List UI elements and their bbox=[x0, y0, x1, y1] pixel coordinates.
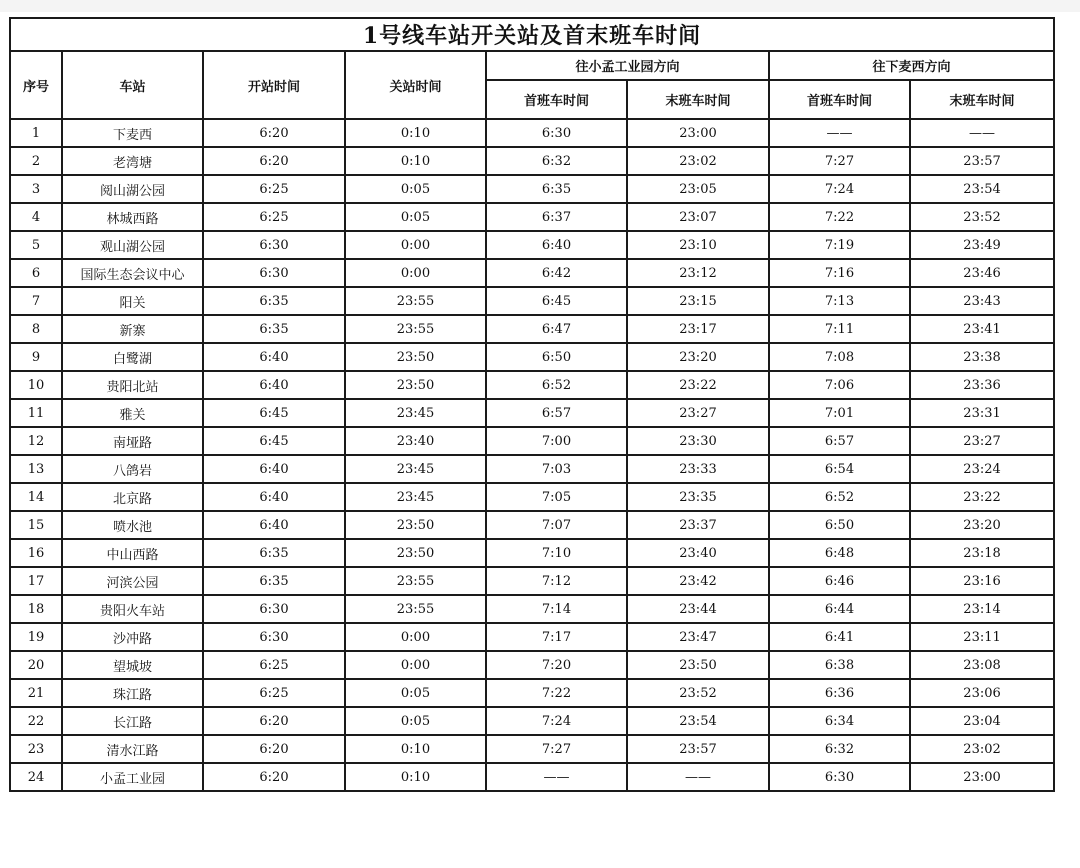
table-row bbox=[10, 343, 1054, 371]
dir2-first-train: 6:32 bbox=[769, 735, 910, 763]
dir2-first-train: 6:48 bbox=[769, 539, 910, 567]
dir1-first-train: 7:22 bbox=[486, 679, 627, 707]
close-time: 0:10 bbox=[345, 763, 486, 791]
dir2-first-train: 6:36 bbox=[769, 679, 910, 707]
dir1-last-train: 23:33 bbox=[627, 455, 769, 483]
dir2-first-train: 6:57 bbox=[769, 427, 910, 455]
seq-cell: 15 bbox=[10, 511, 62, 539]
dir2-last-train: 23:49 bbox=[910, 231, 1054, 259]
table-row bbox=[10, 175, 1054, 203]
page-title: 1号线车站开关站及首末班车时间 bbox=[10, 18, 1054, 51]
station-name: 林城西路 bbox=[62, 203, 203, 231]
dir1-last-train: 23:35 bbox=[627, 483, 769, 511]
open-time: 6:25 bbox=[203, 679, 345, 707]
header-seq: 序号 bbox=[10, 51, 62, 119]
station-name: 望城坡 bbox=[62, 651, 203, 679]
table-row bbox=[10, 595, 1054, 623]
table-row bbox=[10, 707, 1054, 735]
table-row bbox=[10, 511, 1054, 539]
open-time: 6:40 bbox=[203, 511, 345, 539]
dir2-first-train: 6:54 bbox=[769, 455, 910, 483]
open-time: 6:25 bbox=[203, 175, 345, 203]
table-row bbox=[10, 763, 1054, 791]
seq-cell: 20 bbox=[10, 651, 62, 679]
dir1-first-train: 6:47 bbox=[486, 315, 627, 343]
dir2-first-train: 7:06 bbox=[769, 371, 910, 399]
dir2-first-train: 7:27 bbox=[769, 147, 910, 175]
seq-cell: 18 bbox=[10, 595, 62, 623]
dir2-first-train: 7:11 bbox=[769, 315, 910, 343]
open-time: 6:25 bbox=[203, 203, 345, 231]
table-row bbox=[10, 203, 1054, 231]
seq-cell: 7 bbox=[10, 287, 62, 315]
dir1-first-train: 7:27 bbox=[486, 735, 627, 763]
dir2-last-train: —— bbox=[910, 119, 1054, 147]
dir1-first-train: 7:03 bbox=[486, 455, 627, 483]
dir2-last-train: 23:02 bbox=[910, 735, 1054, 763]
seq-cell: 4 bbox=[10, 203, 62, 231]
station-name: 小孟工业园 bbox=[62, 763, 203, 791]
close-time: 0:05 bbox=[345, 203, 486, 231]
close-time: 0:00 bbox=[345, 623, 486, 651]
table-row bbox=[10, 399, 1054, 427]
dir2-last-train: 23:54 bbox=[910, 175, 1054, 203]
dir1-first-train: 6:30 bbox=[486, 119, 627, 147]
dir1-last-train: 23:12 bbox=[627, 259, 769, 287]
dir1-first-train: 7:12 bbox=[486, 567, 627, 595]
seq-cell: 14 bbox=[10, 483, 62, 511]
open-time: 6:30 bbox=[203, 623, 345, 651]
close-time: 23:45 bbox=[345, 399, 486, 427]
dir1-first-train: 7:24 bbox=[486, 707, 627, 735]
close-time: 0:00 bbox=[345, 231, 486, 259]
seq-cell: 10 bbox=[10, 371, 62, 399]
open-time: 6:20 bbox=[203, 119, 345, 147]
dir1-last-train: 23:15 bbox=[627, 287, 769, 315]
dir2-first-train: 6:38 bbox=[769, 651, 910, 679]
station-name: 沙冲路 bbox=[62, 623, 203, 651]
open-time: 6:20 bbox=[203, 735, 345, 763]
close-time: 23:45 bbox=[345, 455, 486, 483]
open-time: 6:25 bbox=[203, 651, 345, 679]
station-name: 观山湖公园 bbox=[62, 231, 203, 259]
seq-cell: 3 bbox=[10, 175, 62, 203]
table-row bbox=[10, 679, 1054, 707]
open-time: 6:20 bbox=[203, 763, 345, 791]
table-row bbox=[10, 259, 1054, 287]
header-open-time: 开站时间 bbox=[203, 51, 345, 119]
station-name: 新寨 bbox=[62, 315, 203, 343]
seq-cell: 2 bbox=[10, 147, 62, 175]
station-name: 八鸽岩 bbox=[62, 455, 203, 483]
dir2-first-train: 6:46 bbox=[769, 567, 910, 595]
station-name: 中山西路 bbox=[62, 539, 203, 567]
dir2-last-train: 23:04 bbox=[910, 707, 1054, 735]
dir1-first-train: 6:40 bbox=[486, 231, 627, 259]
table-row bbox=[10, 567, 1054, 595]
open-time: 6:20 bbox=[203, 707, 345, 735]
dir2-last-train: 23:22 bbox=[910, 483, 1054, 511]
station-name: 雅关 bbox=[62, 399, 203, 427]
dir2-last-train: 23:16 bbox=[910, 567, 1054, 595]
open-time: 6:35 bbox=[203, 287, 345, 315]
dir2-last-train: 23:18 bbox=[910, 539, 1054, 567]
dir1-last-train: 23:22 bbox=[627, 371, 769, 399]
dir1-first-train: 6:52 bbox=[486, 371, 627, 399]
close-time: 23:45 bbox=[345, 483, 486, 511]
station-name: 喷水池 bbox=[62, 511, 203, 539]
dir2-last-train: 23:57 bbox=[910, 147, 1054, 175]
open-time: 6:35 bbox=[203, 567, 345, 595]
station-name: 阅山湖公园 bbox=[62, 175, 203, 203]
station-name: 清水江路 bbox=[62, 735, 203, 763]
dir1-first-train: 6:37 bbox=[486, 203, 627, 231]
dir2-last-train: 23:20 bbox=[910, 511, 1054, 539]
dir1-first-train: 6:50 bbox=[486, 343, 627, 371]
close-time: 0:10 bbox=[345, 147, 486, 175]
seq-cell: 9 bbox=[10, 343, 62, 371]
dir1-first-train: 6:42 bbox=[486, 259, 627, 287]
open-time: 6:40 bbox=[203, 483, 345, 511]
station-name: 下麦西 bbox=[62, 119, 203, 147]
dir1-first-train: 7:05 bbox=[486, 483, 627, 511]
table-row bbox=[10, 539, 1054, 567]
dir2-first-train: 6:34 bbox=[769, 707, 910, 735]
open-time: 6:45 bbox=[203, 399, 345, 427]
dir1-last-train: 23:57 bbox=[627, 735, 769, 763]
dir2-last-train: 23:27 bbox=[910, 427, 1054, 455]
dir2-last-train: 23:06 bbox=[910, 679, 1054, 707]
dir1-first-train: 7:20 bbox=[486, 651, 627, 679]
open-time: 6:35 bbox=[203, 315, 345, 343]
dir2-first-train: 7:16 bbox=[769, 259, 910, 287]
dir1-last-train: 23:52 bbox=[627, 679, 769, 707]
dir2-last-train: 23:31 bbox=[910, 399, 1054, 427]
header-dir2-first-train: 首班车时间 bbox=[769, 80, 910, 119]
dir1-last-train: 23:50 bbox=[627, 651, 769, 679]
seq-cell: 23 bbox=[10, 735, 62, 763]
seq-cell: 24 bbox=[10, 763, 62, 791]
open-time: 6:40 bbox=[203, 371, 345, 399]
seq-cell: 6 bbox=[10, 259, 62, 287]
station-name: 贵阳火车站 bbox=[62, 595, 203, 623]
dir1-first-train: 6:35 bbox=[486, 175, 627, 203]
dir1-last-train: 23:20 bbox=[627, 343, 769, 371]
dir1-last-train: 23:47 bbox=[627, 623, 769, 651]
dir2-first-train: 7:01 bbox=[769, 399, 910, 427]
station-name: 白鹭湖 bbox=[62, 343, 203, 371]
dir1-last-train: 23:40 bbox=[627, 539, 769, 567]
dir1-last-train: 23:07 bbox=[627, 203, 769, 231]
dir1-first-train: 7:14 bbox=[486, 595, 627, 623]
close-time: 0:00 bbox=[345, 651, 486, 679]
close-time: 0:05 bbox=[345, 707, 486, 735]
dir2-first-train: 6:41 bbox=[769, 623, 910, 651]
open-time: 6:20 bbox=[203, 147, 345, 175]
dir2-last-train: 23:41 bbox=[910, 315, 1054, 343]
open-time: 6:35 bbox=[203, 539, 345, 567]
timetable-body bbox=[10, 119, 1054, 791]
station-name: 北京路 bbox=[62, 483, 203, 511]
dir2-first-train: 6:30 bbox=[769, 763, 910, 791]
dir2-last-train: 23:38 bbox=[910, 343, 1054, 371]
dir1-first-train: —— bbox=[486, 763, 627, 791]
station-name: 长江路 bbox=[62, 707, 203, 735]
seq-cell: 5 bbox=[10, 231, 62, 259]
table-row bbox=[10, 483, 1054, 511]
dir1-last-train: 23:30 bbox=[627, 427, 769, 455]
dir1-first-train: 6:32 bbox=[486, 147, 627, 175]
close-time: 23:50 bbox=[345, 539, 486, 567]
header-dir1-last-train: 末班车时间 bbox=[627, 80, 769, 119]
dir1-last-train: 23:05 bbox=[627, 175, 769, 203]
open-time: 6:40 bbox=[203, 455, 345, 483]
dir2-first-train: 7:22 bbox=[769, 203, 910, 231]
dir2-first-train: 6:44 bbox=[769, 595, 910, 623]
timetable bbox=[9, 17, 1055, 792]
dir2-last-train: 23:36 bbox=[910, 371, 1054, 399]
open-time: 6:30 bbox=[203, 231, 345, 259]
dir2-first-train: 7:08 bbox=[769, 343, 910, 371]
station-name: 南垭路 bbox=[62, 427, 203, 455]
dir2-first-train: 6:52 bbox=[769, 483, 910, 511]
dir2-last-train: 23:43 bbox=[910, 287, 1054, 315]
header-direction-xiamaixi: 往下麦西方向 bbox=[769, 51, 1054, 80]
dir2-first-train: 7:19 bbox=[769, 231, 910, 259]
dir1-last-train: 23:10 bbox=[627, 231, 769, 259]
station-name: 河滨公园 bbox=[62, 567, 203, 595]
top-band bbox=[0, 0, 1080, 12]
open-time: 6:40 bbox=[203, 343, 345, 371]
table-row bbox=[10, 315, 1054, 343]
dir1-last-train: 23:00 bbox=[627, 119, 769, 147]
station-name: 老湾塘 bbox=[62, 147, 203, 175]
seq-cell: 13 bbox=[10, 455, 62, 483]
close-time: 23:50 bbox=[345, 343, 486, 371]
dir1-first-train: 6:57 bbox=[486, 399, 627, 427]
table-row bbox=[10, 455, 1054, 483]
table-row bbox=[10, 147, 1054, 175]
header-direction-xiaomeng: 往小孟工业园方向 bbox=[486, 51, 769, 80]
seq-cell: 12 bbox=[10, 427, 62, 455]
close-time: 23:55 bbox=[345, 287, 486, 315]
open-time: 6:45 bbox=[203, 427, 345, 455]
dir2-last-train: 23:52 bbox=[910, 203, 1054, 231]
dir2-last-train: 23:08 bbox=[910, 651, 1054, 679]
dir2-last-train: 23:14 bbox=[910, 595, 1054, 623]
seq-cell: 22 bbox=[10, 707, 62, 735]
open-time: 6:30 bbox=[203, 595, 345, 623]
dir1-last-train: 23:27 bbox=[627, 399, 769, 427]
dir2-last-train: 23:00 bbox=[910, 763, 1054, 791]
close-time: 0:05 bbox=[345, 679, 486, 707]
close-time: 23:55 bbox=[345, 595, 486, 623]
close-time: 23:50 bbox=[345, 371, 486, 399]
dir1-last-train: 23:02 bbox=[627, 147, 769, 175]
header-dir2-last-train: 末班车时间 bbox=[910, 80, 1054, 119]
dir1-last-train: 23:37 bbox=[627, 511, 769, 539]
station-name: 珠江路 bbox=[62, 679, 203, 707]
table-row bbox=[10, 371, 1054, 399]
station-name: 阳关 bbox=[62, 287, 203, 315]
station-name: 国际生态会议中心 bbox=[62, 259, 203, 287]
dir1-last-train: 23:17 bbox=[627, 315, 769, 343]
dir1-first-train: 6:45 bbox=[486, 287, 627, 315]
dir2-last-train: 23:24 bbox=[910, 455, 1054, 483]
dir1-last-train: 23:42 bbox=[627, 567, 769, 595]
dir1-first-train: 7:10 bbox=[486, 539, 627, 567]
table-row bbox=[10, 119, 1054, 147]
dir2-first-train: 7:24 bbox=[769, 175, 910, 203]
table-row bbox=[10, 735, 1054, 763]
close-time: 23:55 bbox=[345, 315, 486, 343]
seq-cell: 1 bbox=[10, 119, 62, 147]
seq-cell: 17 bbox=[10, 567, 62, 595]
table-row bbox=[10, 427, 1054, 455]
dir1-last-train: 23:54 bbox=[627, 707, 769, 735]
close-time: 23:40 bbox=[345, 427, 486, 455]
dir1-first-train: 7:17 bbox=[486, 623, 627, 651]
close-time: 23:50 bbox=[345, 511, 486, 539]
header-dir1-first-train: 首班车时间 bbox=[486, 80, 627, 119]
dir2-last-train: 23:11 bbox=[910, 623, 1054, 651]
seq-cell: 21 bbox=[10, 679, 62, 707]
seq-cell: 19 bbox=[10, 623, 62, 651]
close-time: 0:05 bbox=[345, 175, 486, 203]
close-time: 0:10 bbox=[345, 119, 486, 147]
dir1-last-train: 23:44 bbox=[627, 595, 769, 623]
table-row bbox=[10, 287, 1054, 315]
station-name: 贵阳北站 bbox=[62, 371, 203, 399]
dir1-first-train: 7:00 bbox=[486, 427, 627, 455]
open-time: 6:30 bbox=[203, 259, 345, 287]
dir1-last-train: —— bbox=[627, 763, 769, 791]
header-close-time: 关站时间 bbox=[345, 51, 486, 119]
close-time: 0:00 bbox=[345, 259, 486, 287]
close-time: 0:10 bbox=[345, 735, 486, 763]
table-row bbox=[10, 651, 1054, 679]
seq-cell: 8 bbox=[10, 315, 62, 343]
dir2-first-train: 6:50 bbox=[769, 511, 910, 539]
dir2-first-train: 7:13 bbox=[769, 287, 910, 315]
header-station: 车站 bbox=[62, 51, 203, 119]
dir2-last-train: 23:46 bbox=[910, 259, 1054, 287]
table-row bbox=[10, 623, 1054, 651]
dir2-first-train: —— bbox=[769, 119, 910, 147]
table-row bbox=[10, 231, 1054, 259]
dir1-first-train: 7:07 bbox=[486, 511, 627, 539]
close-time: 23:55 bbox=[345, 567, 486, 595]
seq-cell: 11 bbox=[10, 399, 62, 427]
seq-cell: 16 bbox=[10, 539, 62, 567]
